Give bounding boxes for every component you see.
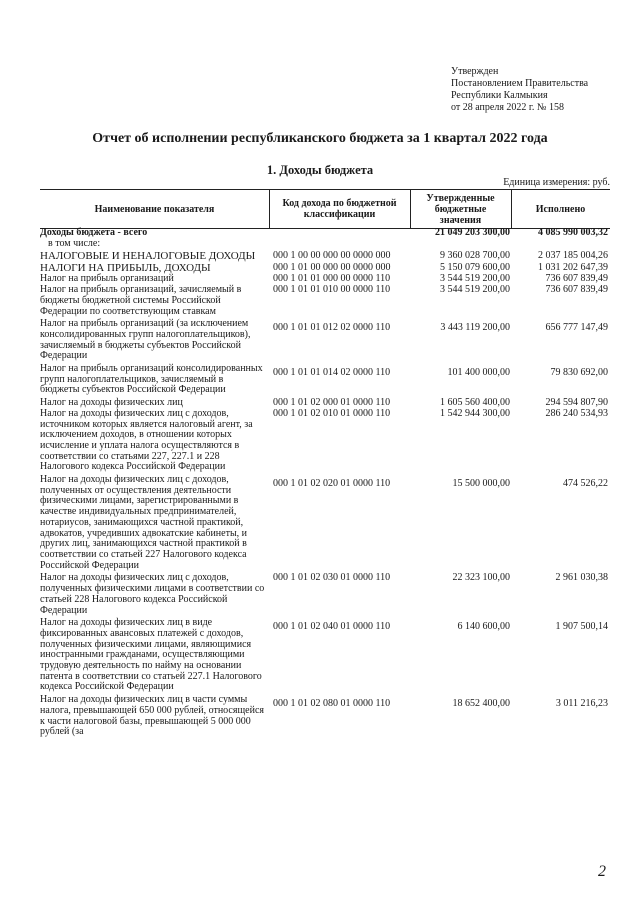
row-executed: 3 011 216,23 [555,698,608,710]
row-executed: 286 240 534,93 [545,407,608,419]
table-body [40,228,610,738]
approval-block [451,66,588,114]
row-executed [510,239,610,250]
units-label: Единица измерения: руб. [503,177,610,188]
row-executed: 2 037 185 004,26 [538,250,608,262]
column-header-executed: Исполнено [535,203,586,215]
table-row [40,618,610,693]
row-code: 000 1 01 02 000 01 0000 110 [273,397,391,409]
table-row [40,319,610,362]
row-approved: 9 360 028 700,00 [440,250,510,262]
row-name: в том числе: [48,237,101,249]
row-approved: 22 323 100,00 [452,572,510,584]
row-code: 000 1 01 02 040 01 0000 110 [273,621,391,633]
table-row [40,285,610,317]
table-row [40,695,610,738]
row-approved: 101 400 000,00 [447,367,510,379]
row-executed: 1 907 500,14 [555,621,608,633]
page-number: 2 [598,863,606,880]
row-name: Налог на прибыль организаций, зачисляемый в бюджеты бюджетной системы Российской Федерации по соответствующим ставкам [40,284,242,317]
row-code: 000 1 01 02 030 01 0000 110 [273,572,391,584]
row-approved [409,239,510,250]
row-code [269,239,409,250]
row-approved: 3 544 519 200,00 [440,273,510,285]
row-name: Налог на доходы физических лиц в виде фиксированных авансовых платежей с доходов, полученных физическими лицами, являющимися иностранными гражданами, осуществляющими трудовую деятельность по найму на основании патента в соответствии со статьей 227.1 Налогового кодекса Российской Федерации [40,617,262,693]
row-name: Налог на доходы физических лиц с доходов, источником которых является налоговый агент, за исключением доходов, в отношении которых исчисление и уплата налога осуществляются в соответствии со статьями 227, 227.1 и 228 Налогового кодекса Российской Федерации [40,407,253,473]
row-name: Налог на прибыль организаций консолидированных групп налогоплательщиков, зачисляемый в бюджеты субъектов Российской Федерации [40,363,263,396]
row-name: Доходы бюджета - всего [40,227,148,238]
approval-line: от 28 апреля 2022 г. № 158 [451,102,564,113]
table-row [40,239,610,250]
column-header-name: Наименование показателя [94,203,215,215]
row-name: Налог на доходы физических лиц с доходов, полученных физическими лицами в соответствии со статьей 228 Налогового кодекса Российской Федерации [40,572,265,616]
row-name: Налог на прибыль организаций (за исключением консолидированных групп налогоплательщиков), зачисляемый в бюджеты субъектов Российской Федерации [40,318,251,362]
table-row [40,228,610,239]
row-name: Налог на доходы физических лиц [40,397,183,409]
row-code: 000 1 01 01 014 02 0000 110 [273,367,391,379]
column-header-code: Код дохода по бюджетной классификации [282,198,397,220]
row-executed: 474 526,22 [563,478,608,490]
row-approved: 1 542 944 300,00 [440,407,510,419]
row-approved: 15 500 000,00 [452,478,510,490]
row-executed: 294 594 807,90 [545,397,608,409]
section-title: 1. Доходы бюджета [266,163,374,177]
row-name: Налог на доходы физических лиц в части суммы налога, превышающей 650 000 рублей, относящейся к части налоговой базы, превышающей 5 000 000 рублей (за [40,694,264,738]
row-approved: 21 049 203 300,00 [435,227,510,238]
row-approved: 6 140 600,00 [457,621,510,633]
row-executed: 656 777 147,49 [545,322,608,334]
row-approved: 3 544 519 200,00 [440,284,510,296]
row-executed: 1 031 202 647,39 [538,261,608,273]
row-name: Налог на доходы физических лиц с доходов, полученных от осуществления деятельности физическими лицами, зарегистрированными в качестве индивидуальных предпринимателей, нотариусов, занимающихся частной практикой, адвокатов, учредивших адвокатские кабинеты, и других лиц, занимающихся частной практикой в соответствии со статьей 227 Налогового кодекса Российской Федерации [40,474,248,571]
column-header-approved: Утвержденные бюджетные значения [426,192,495,226]
row-code: 000 1 01 01 000 00 0000 110 [273,273,391,285]
row-approved: 3 443 119 200,00 [440,322,510,334]
row-executed: 736 607 839,49 [545,273,608,285]
row-executed: 4 085 990 003,32 [538,227,608,238]
row-code: 000 1 01 01 010 00 0000 110 [273,284,391,296]
row-code: 000 1 01 00 000 00 0000 000 [273,261,391,273]
row-code: 000 1 01 01 012 02 0000 110 [273,322,391,334]
approval-line: Республики Калмыкия [451,90,548,101]
row-approved: 18 652 400,00 [452,698,510,710]
table-header [40,189,610,229]
approval-line: Утвержден [451,66,499,77]
report-title: Отчет об исполнении республиканского бюджета за 1 квартал 2022 года [92,131,548,146]
row-executed: 2 961 030,38 [555,572,608,584]
row-name: Налог на прибыль организаций [40,273,174,285]
table-row [40,364,610,396]
table-row [40,475,610,571]
row-code: 000 1 01 02 080 01 0000 110 [273,698,391,710]
row-code: 000 1 00 00 000 00 0000 000 [273,250,391,262]
row-executed: 79 830 692,00 [550,367,608,379]
row-code: 000 1 01 02 020 01 0000 110 [273,478,391,490]
row-approved: 1 605 560 400,00 [440,397,510,409]
row-code [269,228,409,239]
row-name: НАЛОГОВЫЕ И НЕНАЛОГОВЫЕ ДОХОДЫ [40,250,256,263]
table-row [40,573,610,616]
row-approved: 5 150 079 600,00 [440,261,510,273]
row-name: НАЛОГИ НА ПРИБЫЛЬ, ДОХОДЫ [40,261,211,274]
row-executed: 736 607 839,49 [545,284,608,296]
row-code: 000 1 01 02 010 01 0000 110 [273,407,391,419]
table-row [40,409,610,473]
approval-line: Постановлением Правительства [451,78,589,89]
